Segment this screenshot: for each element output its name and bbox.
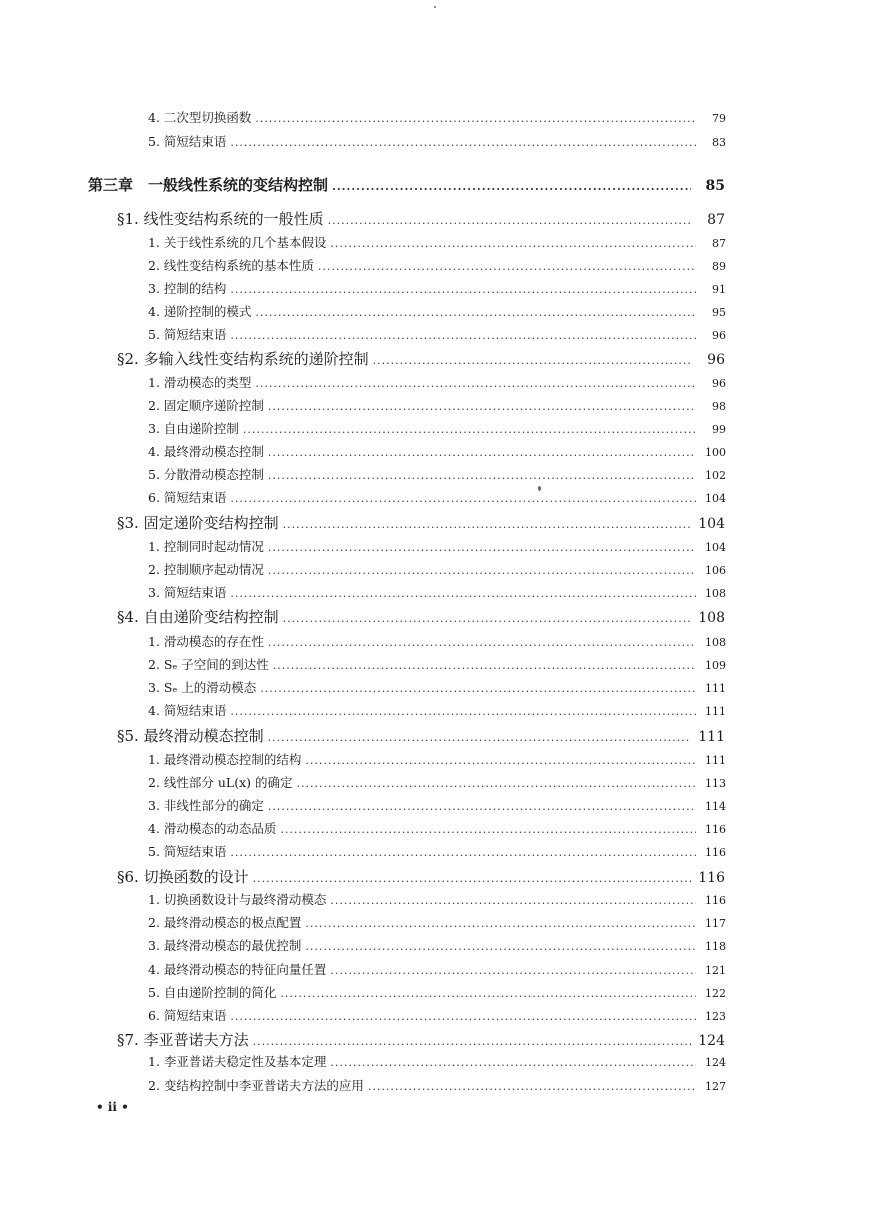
dot-leader <box>230 329 696 342</box>
toc-entry-title: 5. 简短结束语 <box>148 134 227 149</box>
toc-item <box>148 890 726 908</box>
toc-entry-title: 1. 李亚普诺夫稳定性及基本定理 <box>148 1054 327 1069</box>
toc-page-number: 111 <box>705 754 726 767</box>
toc-item <box>148 632 726 650</box>
dot-leader <box>318 260 696 273</box>
dot-leader <box>330 894 696 907</box>
dot-leader <box>230 705 696 718</box>
toc-item <box>148 560 726 578</box>
dot-leader <box>268 469 696 482</box>
toc-item <box>148 373 726 391</box>
toc-page-number: 114 <box>705 800 726 813</box>
toc-entry-title: 5. 自由递阶控制的简化 <box>148 985 277 1000</box>
dot-leader <box>373 354 691 367</box>
toc-page-number: 104 <box>705 492 726 505</box>
toc-section <box>117 866 725 887</box>
toc-item <box>148 108 726 126</box>
toc-entry-title: 1. 滑动模态的类型 <box>148 375 252 390</box>
toc-entry-title: 5. 简短结束语 <box>148 327 227 342</box>
toc-item <box>148 488 726 506</box>
toc-entry-title: 4. 滑动模态的动态品质 <box>148 821 277 836</box>
dot-leader <box>268 541 696 554</box>
toc-entry-title: 3. 自由递阶控制 <box>148 421 239 436</box>
toc-item <box>148 302 726 320</box>
toc-page-number: 111 <box>698 729 725 745</box>
toc-chapter <box>88 174 725 195</box>
toc-page-number: 111 <box>705 682 726 695</box>
dot-leader <box>305 940 696 953</box>
dot-leader <box>268 731 691 744</box>
toc-entry-title: 3. Sₑ 上的滑动模态 <box>148 680 257 695</box>
toc-page-number: 100 <box>705 446 726 459</box>
dot-leader <box>280 823 696 836</box>
toc-entry-title: 2. 控制顺序起动情况 <box>148 562 264 577</box>
toc-item <box>148 842 726 860</box>
toc-entry-title: 4. 最终滑动模态控制 <box>148 444 264 459</box>
toc-page-number: 79 <box>712 112 726 125</box>
toc-page-number: 83 <box>712 136 726 149</box>
toc-entry-title: §1. 线性变结构系统的一般性质 <box>117 210 324 228</box>
dot-leader <box>330 237 696 250</box>
toc-page-number: 104 <box>698 516 725 532</box>
toc-item <box>148 819 726 837</box>
dot-leader <box>255 377 696 390</box>
dot-leader <box>255 306 696 319</box>
toc-entry-title: 2. 变结构控制中李亚普诺夫方法的应用 <box>148 1078 364 1093</box>
toc-entry-title: 1. 控制同时起动情况 <box>148 539 264 554</box>
toc-item <box>148 1006 726 1024</box>
toc-page-number: 116 <box>705 846 726 859</box>
toc-page-number: 85 <box>705 178 725 194</box>
toc-page-number: 106 <box>705 564 726 577</box>
toc-entry-title: §6. 切换函数的设计 <box>117 868 249 886</box>
dot-leader <box>273 659 696 672</box>
dot-leader <box>255 112 696 125</box>
toc-page-number: 95 <box>712 306 726 319</box>
toc-entry-title: §7. 李亚普诺夫方法 <box>117 1031 249 1049</box>
page-footer: • ii • <box>96 1100 129 1114</box>
dot-leader <box>268 564 696 577</box>
toc-entry-title: 2. 线性部分 uL(x) 的确定 <box>148 775 293 790</box>
toc-page-number: 116 <box>705 823 726 836</box>
dot-leader <box>330 1056 696 1069</box>
dot-leader <box>280 987 696 1000</box>
toc-section <box>117 348 725 369</box>
dot-leader <box>332 180 691 193</box>
toc-page-number: 122 <box>705 987 726 1000</box>
dot-leader <box>253 872 691 885</box>
toc-entry-title: 3. 非线性部分的确定 <box>148 798 264 813</box>
toc-item <box>148 325 726 343</box>
toc-page-number: 108 <box>705 587 726 600</box>
dot-leader <box>368 1080 696 1093</box>
dot-leader <box>305 917 696 930</box>
dot-leader <box>268 446 696 459</box>
toc-entry-title: 1. 最终滑动模态控制的结构 <box>148 752 302 767</box>
toc-page-number: 109 <box>705 659 726 672</box>
toc-entry-title: 6. 简短结束语 <box>148 490 227 505</box>
toc-item <box>148 233 726 251</box>
toc-entry-title: 4. 二次型切换函数 <box>148 110 252 125</box>
toc-item <box>148 465 726 483</box>
toc-section <box>117 606 725 627</box>
toc-page-number: 118 <box>705 940 726 953</box>
toc-page-number: 113 <box>705 777 726 790</box>
toc-entry-title: §5. 最终滑动模态控制 <box>117 727 264 745</box>
toc-entry-title: 2. 最终滑动模态的极点配置 <box>148 915 302 930</box>
toc-item <box>148 655 726 673</box>
toc-section <box>117 725 725 746</box>
toc-item <box>148 960 726 978</box>
toc-item <box>148 132 726 150</box>
toc-item <box>148 442 726 460</box>
toc-item <box>148 936 726 954</box>
toc-item <box>148 701 726 719</box>
dot-leader <box>230 846 696 859</box>
toc-item <box>148 678 726 696</box>
toc-item <box>148 983 726 1001</box>
dot-leader <box>305 754 696 767</box>
toc-entry-title: §3. 固定递阶变结构控制 <box>117 514 279 532</box>
toc-entry-title: 2. 固定顺序递阶控制 <box>148 398 264 413</box>
toc-entry-title: 1. 切换函数设计与最终滑动模态 <box>148 892 327 907</box>
dot-leader <box>283 612 691 625</box>
toc-entry-title: 1. 滑动模态的存在性 <box>148 634 264 649</box>
toc-page-number: 102 <box>705 469 726 482</box>
dot-leader <box>328 214 691 227</box>
toc-item <box>148 773 726 791</box>
toc-page-number: 96 <box>707 352 725 368</box>
dot-leader <box>268 800 696 813</box>
toc-entry-title: 4. 最终滑动模态的特征向量任置 <box>148 962 327 977</box>
scan-speck <box>538 486 541 491</box>
toc-item <box>148 256 726 274</box>
toc-page-number: 96 <box>712 329 726 342</box>
toc-page-number: 117 <box>705 917 726 930</box>
dot-leader <box>243 423 696 436</box>
toc-item <box>148 796 726 814</box>
toc-page-number: 124 <box>705 1056 726 1069</box>
toc-page-number: 116 <box>698 870 725 886</box>
dot-leader <box>268 636 696 649</box>
dot-leader <box>253 1035 691 1048</box>
toc-section <box>117 208 725 229</box>
toc-page-number: 111 <box>705 705 726 718</box>
dot-leader <box>260 682 696 695</box>
dot-leader <box>230 283 696 296</box>
dot-leader <box>230 136 696 149</box>
toc-page-number: 116 <box>705 894 726 907</box>
toc-entry-title: 第三章 一般线性系统的变结构控制 <box>88 176 329 194</box>
toc-item <box>148 279 726 297</box>
toc-page-number: 87 <box>707 212 725 228</box>
toc-item <box>148 396 726 414</box>
toc-entry-title: 1. 关于线性系统的几个基本假设 <box>148 235 327 250</box>
toc-page-number: 123 <box>705 1010 726 1023</box>
toc-entry-title: 3. 简短结束语 <box>148 585 227 600</box>
scan-speck <box>434 6 436 8</box>
toc-entry-title: 4. 递阶控制的模式 <box>148 304 252 319</box>
toc-page-number: 104 <box>705 541 726 554</box>
toc-section <box>117 1029 725 1050</box>
toc-item <box>148 913 726 931</box>
toc-item <box>148 419 726 437</box>
dot-leader <box>297 777 696 790</box>
toc-section <box>117 512 725 533</box>
toc-page-number: 121 <box>705 964 726 977</box>
toc-page-number: 108 <box>698 610 725 626</box>
toc-page-number: 91 <box>712 283 726 296</box>
toc-entry-title: 2. 线性变结构系统的基本性质 <box>148 258 314 273</box>
toc-entry-title: 5. 分散滑动模态控制 <box>148 467 264 482</box>
toc-entry-title: §2. 多输入线性变结构系统的递阶控制 <box>117 350 369 368</box>
toc-entry-title: 3. 控制的结构 <box>148 281 227 296</box>
toc-entry-title: 4. 简短结束语 <box>148 703 227 718</box>
dot-leader <box>230 1010 696 1023</box>
toc-entry-title: §4. 自由递阶变结构控制 <box>117 608 279 626</box>
toc-page-number: 96 <box>712 377 726 390</box>
toc-item <box>148 583 726 601</box>
toc-item <box>148 1076 726 1094</box>
toc-page-number: 108 <box>705 636 726 649</box>
toc-page-number: 127 <box>705 1080 726 1093</box>
dot-leader <box>283 518 691 531</box>
toc-item <box>148 537 726 555</box>
toc-page-number: 124 <box>698 1033 725 1049</box>
toc-entry-title: 3. 最终滑动模态的最优控制 <box>148 938 302 953</box>
toc-page-number: 87 <box>712 237 726 250</box>
toc-entry-title: 6. 简短结束语 <box>148 1008 227 1023</box>
dot-leader <box>230 587 696 600</box>
toc-item <box>148 1052 726 1070</box>
dot-leader <box>268 400 696 413</box>
toc-entry-title: 5. 简短结束语 <box>148 844 227 859</box>
toc-entry-title: 2. Sₑ 子空间的到达性 <box>148 657 269 672</box>
dot-leader <box>330 964 696 977</box>
toc-page-number: 98 <box>712 400 726 413</box>
toc-item <box>148 750 726 768</box>
dot-leader <box>230 492 696 505</box>
toc-page-number: 99 <box>712 423 726 436</box>
toc-page-number: 89 <box>712 260 726 273</box>
